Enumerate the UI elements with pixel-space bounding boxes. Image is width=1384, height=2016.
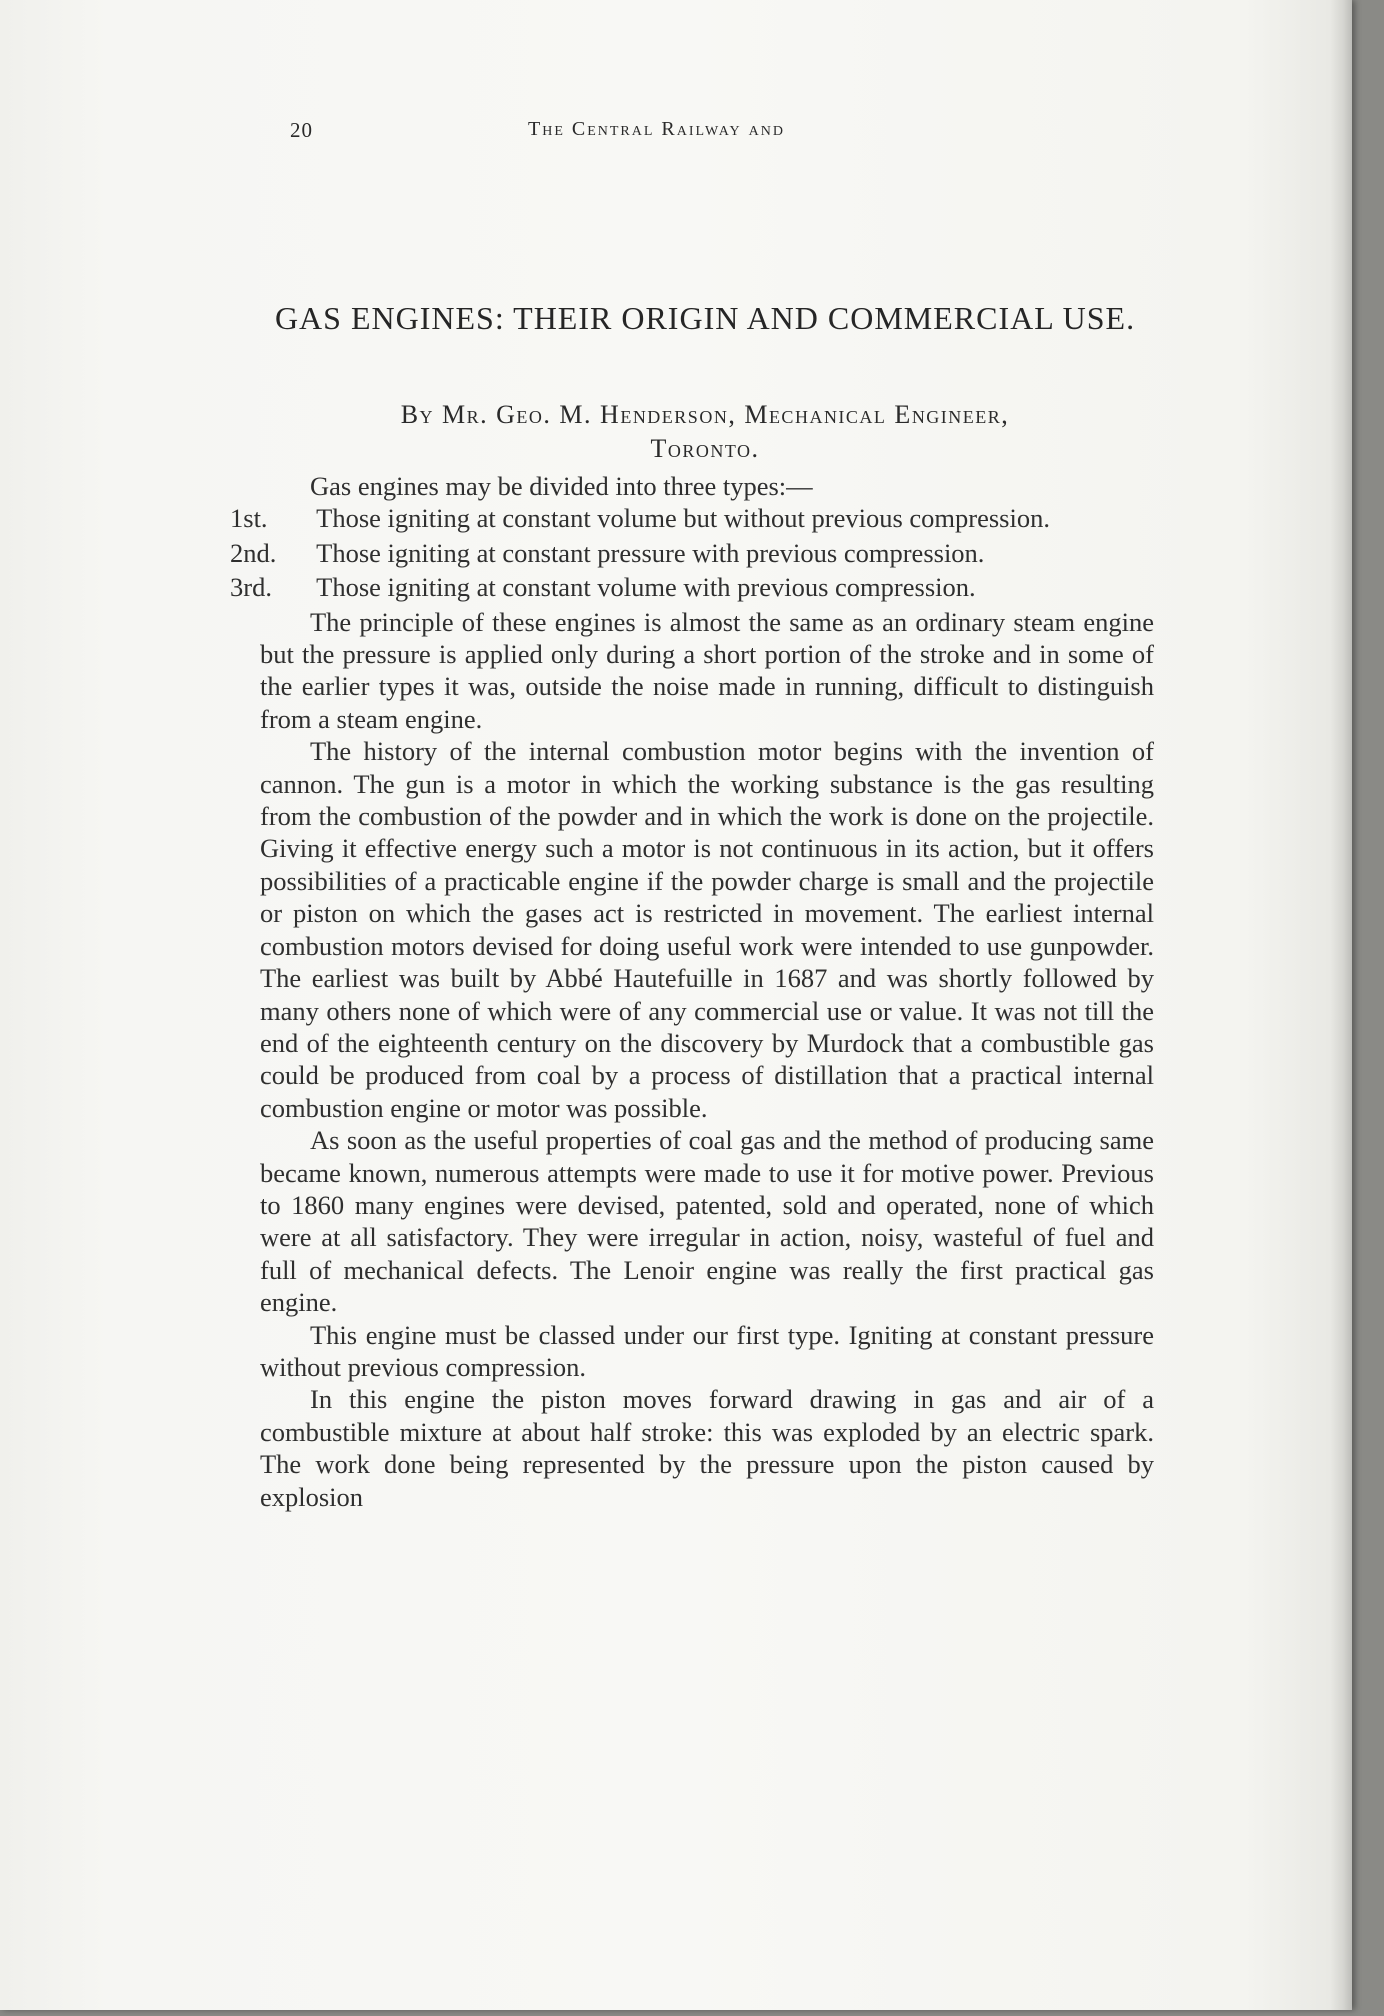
article-body (230, 470, 1154, 1513)
running-head (290, 118, 1210, 158)
list-item-text: Those igniting at constant volume but without previous compression. (316, 503, 1050, 534)
byline-location: Toronto. (650, 434, 760, 463)
article-title: GAS ENGINES: THEIR ORIGIN AND COMMERCIAL USE. (274, 300, 1136, 336)
page-number: 20 (290, 118, 313, 142)
list-item: 3rd. Those igniting at constant volume with previous compression. (230, 572, 976, 603)
byline-author: By Mr. Geo. M. Henderson, Mechanical Engineer, (400, 400, 1010, 429)
list-item: 2nd. Those igniting at constant pressure with previous compression. (230, 537, 985, 568)
paragraph: As soon as the useful properties of coal gas and the method of producing same became known, numerous attempts were made to use it for motive power. Previous to 1860 many engines were devised, patented, sold and operated, none of which were at all satisfactory. They were irregular in action, noisy, wasteful of fuel and full of mechanical defects. The Lenoir engine was really the first practical gas engine. (260, 1125, 1154, 1318)
engine-types-list (230, 502, 1154, 603)
list-item: 1st. Those igniting at constant volume but without previous compression. (230, 503, 1050, 534)
running-head-title: The Central Railway and (528, 118, 785, 140)
paragraph: In this engine the piston moves forward drawing in gas and air of a combustible mixture at about half stroke: this was exploded by an electric spark. The work done being represented by the pressure upon the piston caused by explosion (260, 1384, 1154, 1512)
article-byline (270, 398, 1140, 466)
paragraph: The principle of these engines is almost the same as an ordinary steam engine but the pressure is applied only during a short portion of the stroke and in some of the earlier types it was, outside the noise made in running, difficult to distinguish from a steam engine. (260, 606, 1154, 734)
paragraph: The history of the internal combustion motor begins with the invention of cannon. The gun is a motor in which the working substance is the gas resulting from the combustion of the powder and in which the work is done on the projectile. Giving it effective energy such a motor is not continuous in its action, but it offers possibilities of a practicable engine if the powder charge is small and the projectile or piston on which the gases act is restricted in movement. The earliest internal combustion motors devised for doing useful work were intended to use gunpowder. The earliest was built by Abbé Hautefuille in 1687 and was shortly followed by many others none of which were of any commercial use or value. It was not till the end of the eighteenth century on the discovery by Murdock that a combustible gas could be produced from coal by a process of distillation that a practical internal combustion engine or motor was possible. (260, 736, 1154, 1123)
intro-paragraph: Gas engines may be divided into three types:— (310, 471, 813, 501)
list-item-text: Those igniting at constant volume with previous compression. (316, 572, 976, 603)
paragraph: This engine must be classed under our first type. Igniting at constant pressure without previous compression. (260, 1319, 1154, 1382)
list-item-text: Those igniting at constant pressure with previous compression. (316, 537, 985, 568)
page-edge-shadow (1330, 0, 1352, 2010)
